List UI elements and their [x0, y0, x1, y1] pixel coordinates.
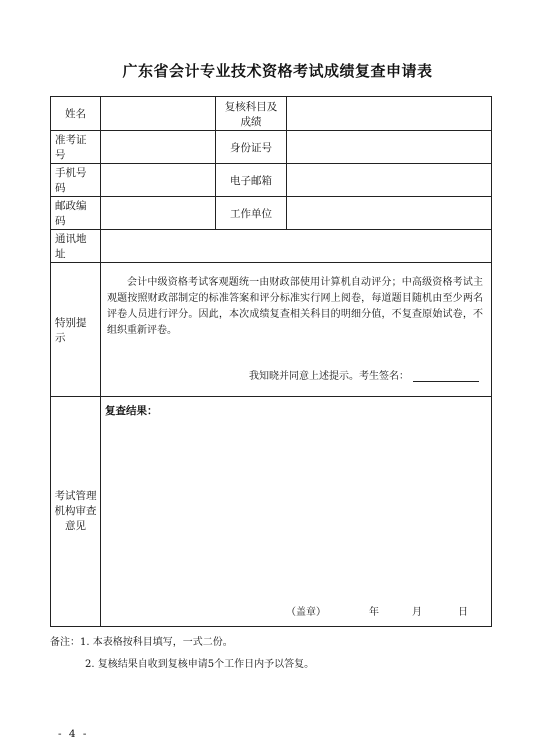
subject-score-field[interactable]: [287, 97, 492, 131]
row-review: [51, 397, 492, 627]
review-cell: [101, 397, 492, 627]
year-label: 年: [369, 607, 379, 618]
row-notice: [51, 263, 492, 397]
phone-label: 手机号码: [51, 164, 101, 197]
postal-code-label: 邮政编码: [51, 197, 101, 230]
application-form-table: [50, 96, 492, 627]
name-field[interactable]: [101, 97, 216, 131]
phone-field[interactable]: [101, 164, 216, 197]
month-label: 月: [412, 607, 422, 618]
email-label: 电子邮箱: [216, 164, 287, 197]
consent-line: [249, 367, 479, 382]
email-field[interactable]: [287, 164, 492, 197]
postal-code-field[interactable]: [101, 197, 216, 230]
signature-field[interactable]: [413, 371, 479, 382]
id-number-label: 身份证号: [216, 131, 287, 164]
row-postal: [51, 197, 492, 230]
day-label: 日: [458, 607, 468, 618]
review-label: 考试管理机构审查意见: [51, 397, 101, 627]
row-exam-id: [51, 131, 492, 164]
workplace-field[interactable]: [287, 197, 492, 230]
exam-id-label: 准考证号: [51, 131, 101, 164]
exam-id-field[interactable]: [101, 131, 216, 164]
id-number-field[interactable]: [287, 131, 492, 164]
name-label: 姓名: [51, 97, 101, 131]
consent-text: 我知晓并同意上述提示。考生签名：: [249, 371, 409, 382]
row-address: [51, 230, 492, 263]
notice-text: 会计中级资格考试客观题统一由财政部使用计算机自动评分；中高级资格考试主观题按照财政部制定的标准答案和评分标准实行网上阅卷，每道题目随机由至少两名评卷人员进行评分。因此，本次成绩复查相关科目的明细分值，不复查原始试卷，不组织重新评卷。: [107, 277, 483, 336]
address-label: 通讯地址: [51, 230, 101, 263]
page-title: 广东省会计专业技术资格考试成绩复查申请表: [122, 62, 433, 80]
notes: [50, 636, 315, 670]
seal-label: （盖章）: [286, 607, 326, 618]
row-phone: [51, 164, 492, 197]
address-field[interactable]: [101, 230, 492, 263]
note-2: 2. 复核结果自收到复核申请5个工作日内予以答复。: [85, 659, 315, 670]
subject-score-label: 复核科目及成绩: [216, 97, 287, 131]
review-result-heading: 复查结果：: [105, 405, 158, 417]
page-number: - 4 -: [58, 728, 89, 740]
note-1: 备注：1. 本表格按科目填写，一式二份。: [50, 637, 233, 648]
notice-label: 特别提示: [51, 263, 101, 397]
notice-cell: [101, 263, 492, 397]
workplace-label: 工作单位: [216, 197, 287, 230]
row-name: [51, 97, 492, 131]
